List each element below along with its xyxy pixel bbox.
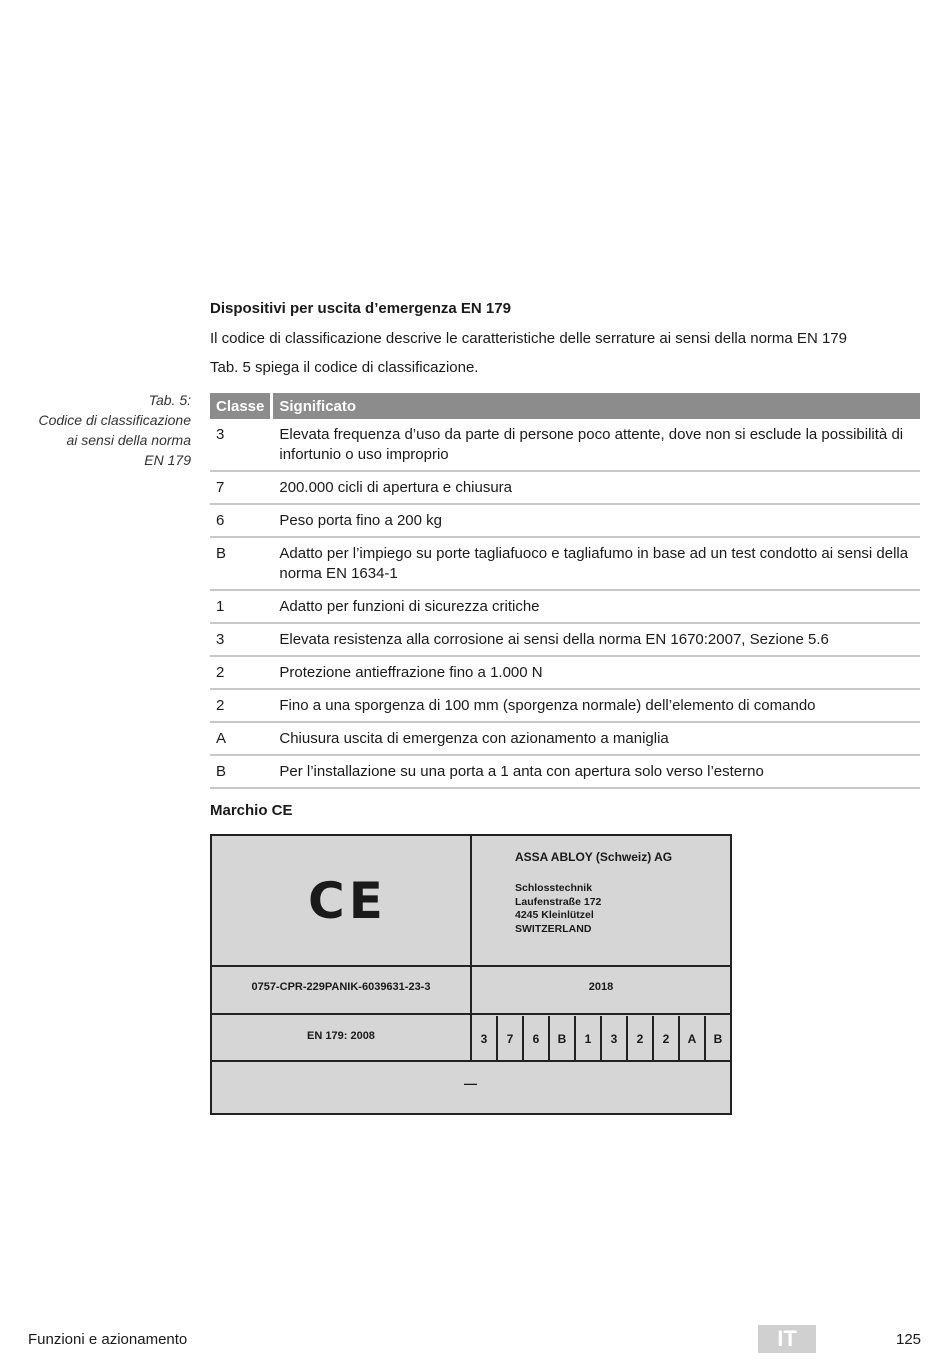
table-row <box>210 419 920 472</box>
code-digit: 7 <box>496 1016 522 1062</box>
code-digit: 6 <box>522 1016 548 1062</box>
cell-classe: B <box>210 538 273 591</box>
cell-classe: 6 <box>210 505 273 538</box>
code-digit: 2 <box>652 1016 678 1062</box>
cell-classe: A <box>210 723 273 756</box>
table-caption <box>20 390 191 470</box>
ce-mark-icon: CE <box>308 872 387 930</box>
code-digit: A <box>678 1016 704 1062</box>
address-line: Laufenstraße 172 <box>515 895 602 908</box>
address-line: 4245 Kleinlützel <box>515 909 594 921</box>
cell-significato: Per l’installazione su una porta a 1 anta con apertura solo verso l’esterno <box>273 756 920 789</box>
table-row <box>210 723 920 756</box>
cell-significato: 200.000 cicli di apertura e chiusura <box>273 472 920 505</box>
cell-classe: 7 <box>210 472 273 505</box>
cell-significato: Elevata frequenza d’uso da parte di persone poco attente, dove non si esclude la possibilità di infortunio o uso improprio <box>273 419 920 472</box>
table-header-row <box>210 393 920 419</box>
code-digit: 3 <box>470 1016 496 1062</box>
company-address <box>515 882 601 936</box>
caption-line: Tab. 5: <box>148 392 191 408</box>
table-row <box>210 657 920 690</box>
intro-paragraph: Il codice di classificazione descrive le caratteristiche delle serrature ai sensi della norma EN 179 <box>210 330 847 347</box>
caption-line: EN 179 <box>144 452 191 468</box>
divider <box>212 965 730 967</box>
cell-classe: 1 <box>210 591 273 624</box>
cell-classe: 2 <box>210 690 273 723</box>
caption-line: ai sensi della norma <box>66 432 191 448</box>
cell-significato: Peso porta fino a 200 kg <box>273 505 920 538</box>
table-row <box>210 756 920 789</box>
cell-significato: Adatto per funzioni di sicurezza critiche <box>273 591 920 624</box>
language-badge: IT <box>758 1325 816 1353</box>
ce-section-title: Marchio CE <box>210 802 293 819</box>
empty-field-dash: — <box>464 1076 477 1091</box>
divider <box>212 1013 730 1015</box>
code-digit: B <box>704 1016 730 1062</box>
cell-classe: B <box>210 756 273 789</box>
certificate-year: 2018 <box>588 981 614 993</box>
caption-line: Codice di classificazione <box>38 412 191 428</box>
standard-reference: EN 179: 2008 <box>307 1030 375 1042</box>
table-row <box>210 538 920 591</box>
code-digit: B <box>548 1016 574 1062</box>
table-row <box>210 690 920 723</box>
footer-section-name: Funzioni e azionamento <box>28 1331 188 1348</box>
address-line: Schlosstechnik <box>515 882 593 894</box>
cell-significato: Adatto per l’impiego su porte tagliafuoco e tagliafumo in base ad un test condotto ai sensi della norma EN 1634-1 <box>273 538 920 591</box>
code-digit: 2 <box>626 1016 652 1062</box>
code-digit: 1 <box>574 1016 600 1062</box>
cell-significato: Chiusura uscita di emergenza con azionamento a maniglia <box>273 723 920 756</box>
table-row <box>210 624 920 657</box>
cell-significato: Fino a una sporgenza di 100 mm (sporgenza normale) dell’elemento di comando <box>273 690 920 723</box>
table-reference-paragraph: Tab. 5 spiega il codice di classificazione. <box>210 359 479 376</box>
section-title: Dispositivi per uscita d’emergenza EN 179 <box>210 300 511 317</box>
cell-significato: Protezione antieffrazione fino a 1.000 N <box>273 657 920 690</box>
table-row <box>210 472 920 505</box>
certificate-number: 0757-CPR-229PANIK-6039631-23-3 <box>251 981 431 993</box>
header-classe: Classe <box>210 393 273 419</box>
cell-classe: 3 <box>210 624 273 657</box>
code-digit: 3 <box>600 1016 626 1062</box>
cell-classe: 3 <box>210 419 273 472</box>
company-name: ASSA ABLOY (Schweiz) AG <box>515 850 673 864</box>
page-number: 125 <box>896 1331 922 1348</box>
header-significato: Significato <box>273 393 920 419</box>
table-row <box>210 505 920 538</box>
cell-classe: 2 <box>210 657 273 690</box>
ce-label <box>210 834 732 1115</box>
address-line: SWITZERLAND <box>515 922 592 935</box>
classification-table <box>210 393 920 789</box>
cell-significato: Elevata resistenza alla corrosione ai sensi della norma EN 1670:2007, Sezione 5.6 <box>273 624 920 657</box>
table-row <box>210 591 920 624</box>
